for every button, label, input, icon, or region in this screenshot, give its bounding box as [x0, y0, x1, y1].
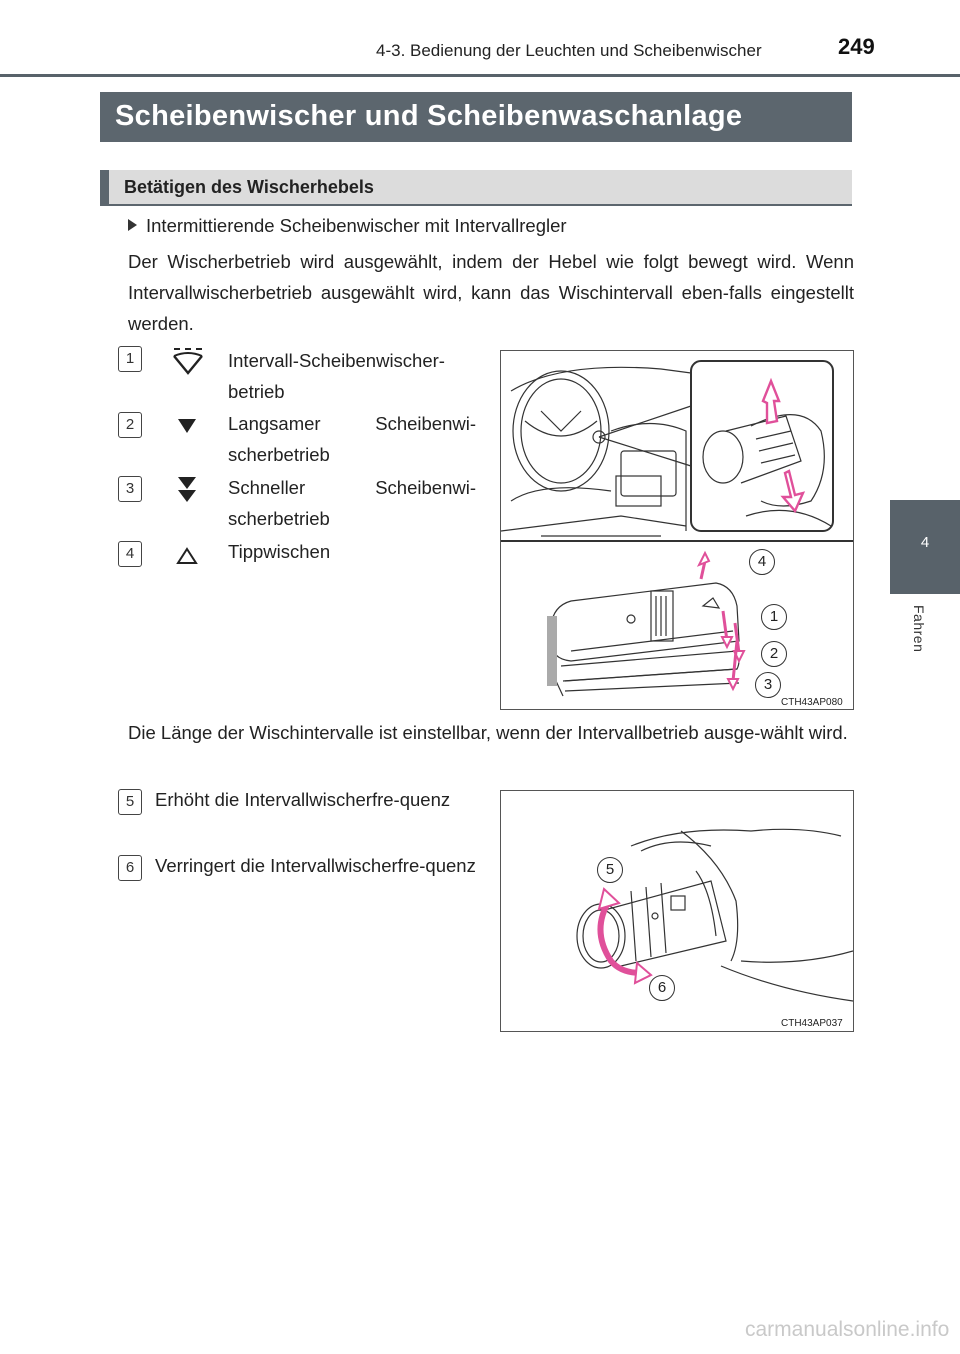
- double-triangle-icon: [176, 474, 198, 506]
- item-number-6: 6: [118, 855, 142, 881]
- item-number-5: 5: [118, 789, 142, 815]
- chapter-tab: [890, 500, 960, 594]
- single-triangle-icon: [176, 416, 198, 436]
- callout-4: 4: [749, 549, 775, 575]
- intro-paragraph: Der Wischerbetrieb wird ausgewählt, indem der Hebel wie folgt bewegt wird. Wenn Intervallwischerbetrieb ausgewählt wird, kann das Wischintervall eben-falls eingestellt werden.: [128, 251, 854, 334]
- callout-1: 1: [761, 604, 787, 630]
- intermittent-wiper-icon: [170, 346, 206, 376]
- interval-dial-illustration: [501, 791, 853, 1031]
- subsection-title: Betätigen des Wischerhebels: [124, 177, 374, 197]
- bullet-heading: [128, 215, 567, 237]
- item-text-4: Tippwischen: [228, 541, 331, 562]
- figure-wiper-lever-positions: [500, 350, 854, 710]
- callout-6: 6: [649, 975, 675, 1001]
- item-number-3: 3: [118, 476, 142, 502]
- chapter-number: 4: [920, 534, 930, 551]
- subsection-bar: [100, 170, 852, 206]
- figure-interval-adjust: [500, 790, 854, 1032]
- bullet-triangle-icon: [128, 219, 137, 231]
- figure-code: CTH43AP037: [781, 1018, 843, 1029]
- item-number-4: 4: [118, 541, 142, 567]
- figure-code: CTH43AP080: [781, 697, 843, 708]
- item-text-5: Erhöht die Intervallwischerfre-quenz: [155, 789, 451, 810]
- item-text-1: Intervall-Scheibenwischer-betrieb: [228, 350, 445, 402]
- callout-2: 2: [761, 641, 787, 667]
- subsection-accent: [100, 170, 109, 206]
- section-title: Scheibenwischer und Scheibenwaschanlage: [115, 100, 743, 132]
- wiper-lever-illustration: [501, 351, 853, 709]
- item-text-6: Verringert die Intervallwischerfre-quenz: [155, 855, 476, 876]
- interval-paragraph: Die Länge der Wischintervalle ist einstellbar, wenn der Intervallbetrieb ausge-wählt wird.: [128, 722, 848, 743]
- page-number: 249: [838, 34, 875, 59]
- watermark: carmanualsonline.info: [745, 1318, 950, 1341]
- callout-5: 5: [597, 857, 623, 883]
- outline-triangle-icon: [176, 546, 198, 566]
- header-rule: [0, 74, 960, 77]
- header-section-title: 4-3. Bedienung der Leuchten und Scheibenwischer: [376, 41, 762, 60]
- item-text-3: Schneller Scheibenwi-scherbetrieb: [228, 477, 476, 529]
- item-number-2: 2: [118, 412, 142, 438]
- item-text-2: Langsamer Scheibenwi-scherbetrieb: [228, 413, 476, 465]
- chapter-label: Fahren: [911, 605, 927, 653]
- callout-3: 3: [755, 672, 781, 698]
- section-title-bar: [100, 92, 852, 142]
- item-number-1: 1: [118, 346, 142, 372]
- bullet-text: Intermittierende Scheibenwischer mit Intervallregler: [146, 215, 567, 236]
